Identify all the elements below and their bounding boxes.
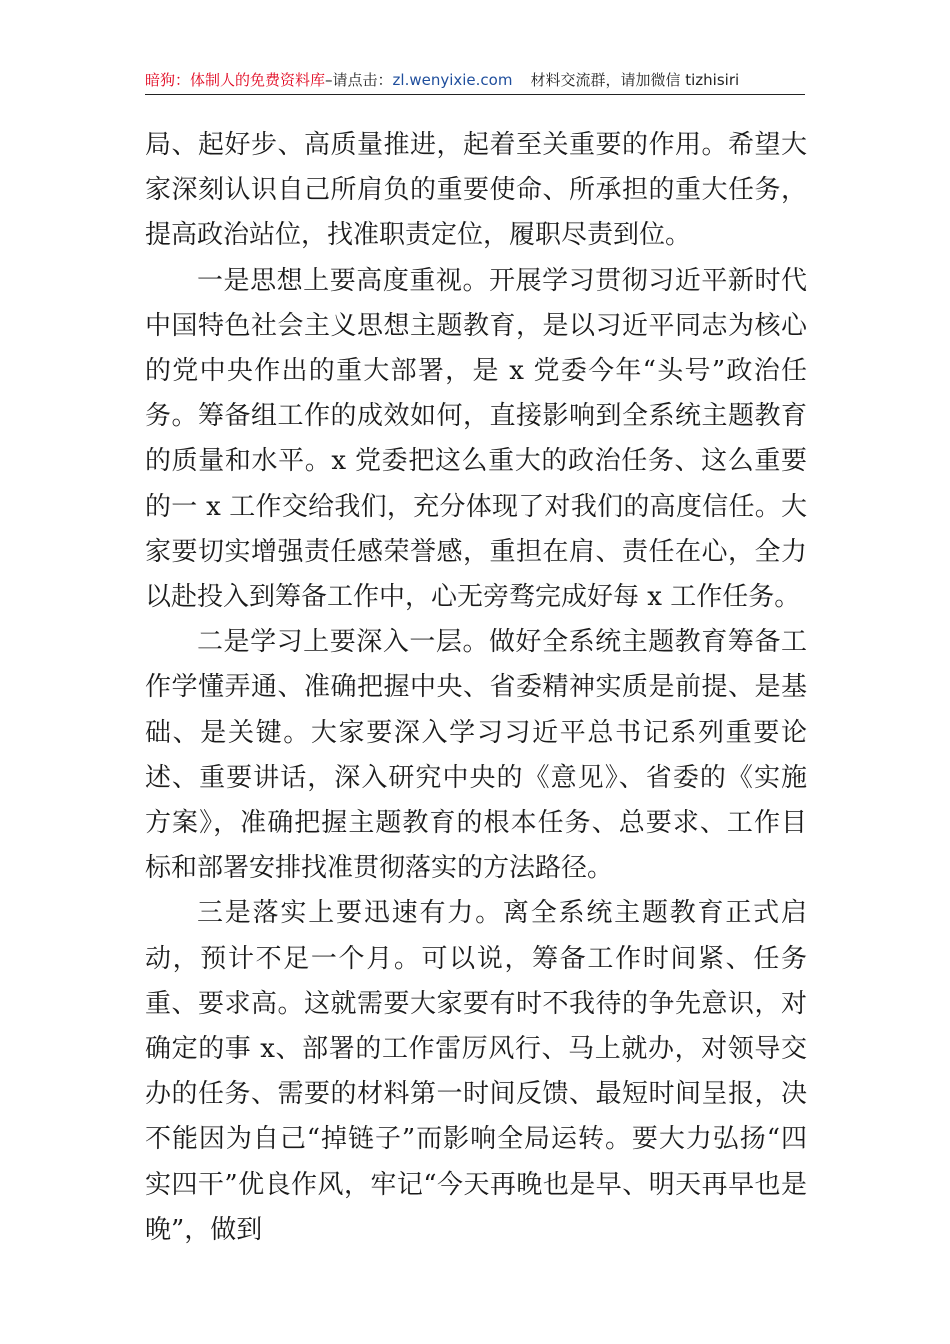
header-click-prompt: –请点击： [325, 71, 393, 89]
paragraph-point-one: 一是思想上要高度重视。开展学习贯彻习近平新时代中国特色社会主义思想主题教育，是以习近平同志为核心的党中央作出的重大部署，是 x 党委今年“头号”政治任务。筹备组工作的成效如何，直接影响到全系统主题教育的质量和水平。x 党委把这么重大的政治任务、这么重要的一 x 工作交给我们，充分体现了对我们的高度信任。大家要切实增强责任感荣誉感，重担在肩、责任在心，全力以赴投入到筹备工作中，心无旁骛完成好每 x 工作任务。 [145, 265, 807, 613]
paragraph-continuation: 局、起好步、高质量推进，起着至关重要的作用。希望大家深刻认识自己所肩负的重要使命、所承担的重大任务，提高政治站位，找准职责定位，履职尽责到位。 [145, 130, 807, 251]
header-site-name: 暗狗：体制人的免费资料库 [145, 71, 326, 89]
paragraph-point-two: 二是学习上要深入一层。做好全系统主题教育筹备工作学懂弄通、准确把握中央、省委精神实质是前提、是基础、是关键。大家要深入学习习近平总书记系列重要论述、重要讲话，深入研究中央的《意见》、省委的《实施方案》，准确把握主题教育的根本任务、总要求、工作目标和部署安排找准贯彻落实的方法路径。 [145, 627, 807, 884]
page-header [145, 66, 805, 95]
paragraph-point-three: 三是落实上要迅速有力。离全系统主题教育正式启动，预计不足一个月。可以说，筹备工作时间紧、任务重、要求高。这就需要大家要有时不我待的争先意识，对确定的事 x、部署的工作雷厉风行、马上就办，对领导交办的任务、需要的材料第一时间反馈、最短时间呈报，决不能因为自己“掉链子”而影响全局运转。要大力弘扬“四实四干”优良作风，牢记“今天再晚也是早、明天再早也是晚”，做到 [145, 898, 807, 1245]
document-body [145, 123, 807, 1253]
header-wechat-note: 材料交流群，请加微信 tizhisiri [530, 71, 740, 89]
header-url-link[interactable]: zl.wenyixie.com [392, 71, 513, 89]
